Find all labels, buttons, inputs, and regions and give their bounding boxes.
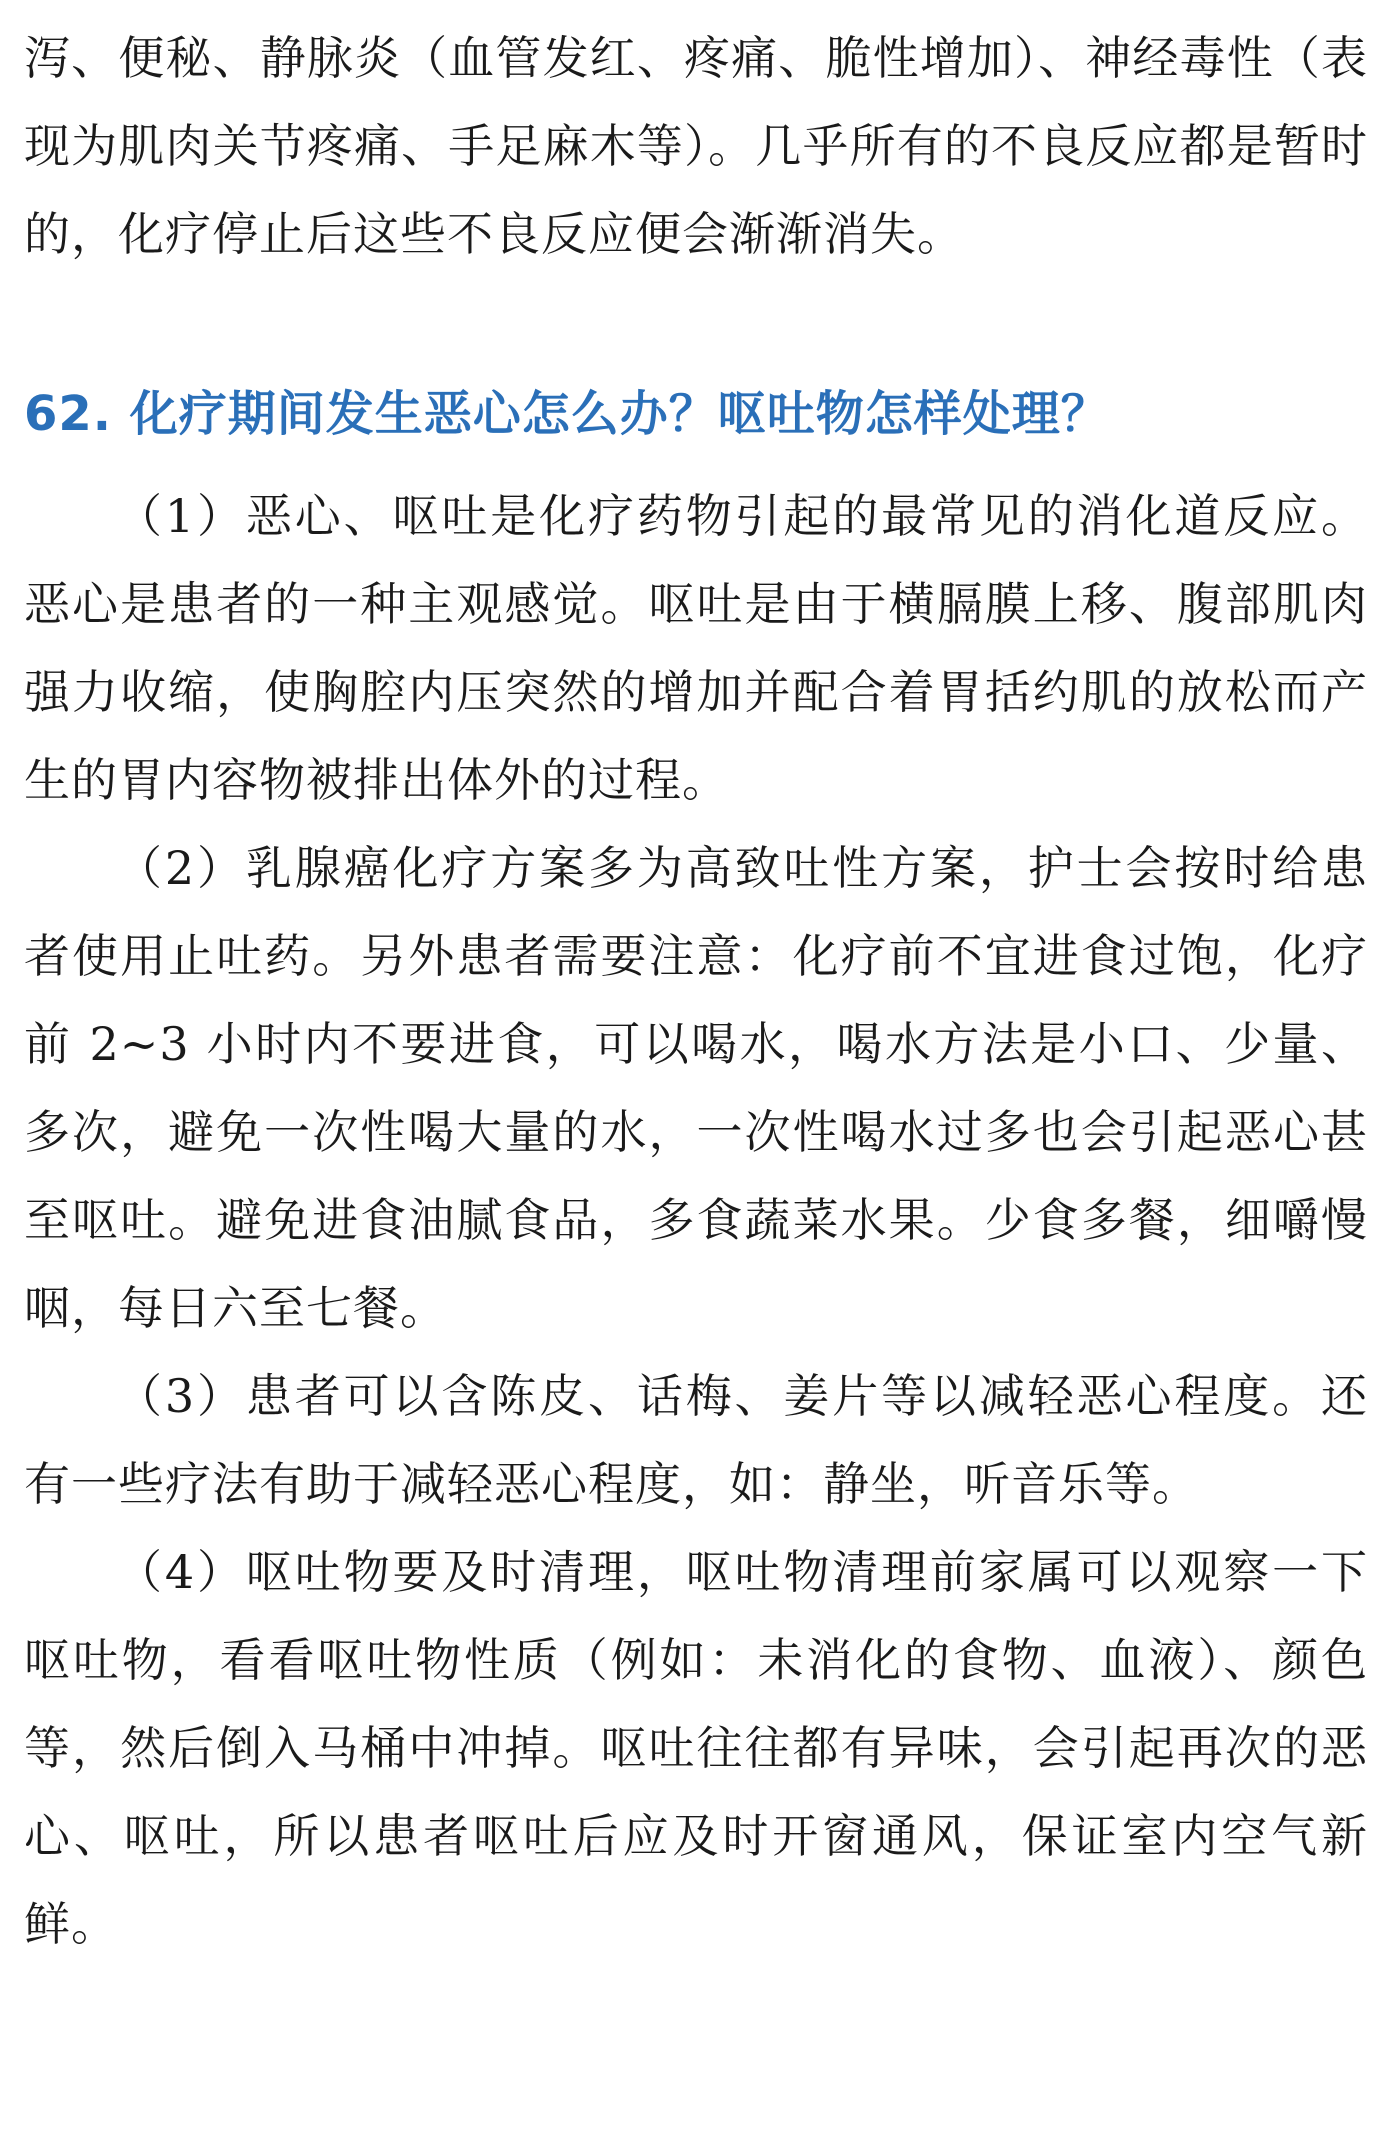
section-heading: 62. 化疗期间发生恶心怎么办？呕吐物怎样处理？: [24, 386, 1110, 442]
section-body: [24, 472, 1368, 1968]
paragraph-3: （3）患者可以含陈皮、话梅、姜片等以减轻恶心程度。还有一些疗法有助于减轻恶心程度，如：静坐，听音乐等。: [24, 1369, 1368, 1511]
intro-block: [24, 14, 1368, 278]
paragraph-1: （1）恶心、呕吐是化疗药物引起的最常见的消化道反应。恶心是患者的一种主观感觉。呕吐是由于横膈膜上移、腹部肌肉强力收缩，使胸腔内压突然的增加并配合着胃括约肌的放松而产生的胃内容物被排出体外的过程。: [24, 489, 1368, 807]
intro-paragraph: 泻、便秘、静脉炎（血管发红、疼痛、脆性增加）、神经毒性（表现为肌肉关节疼痛、手足麻木等）。几乎所有的不良反应都是暂时的，化疗停止后这些不良反应便会渐渐消失。: [24, 31, 1368, 261]
section-heading-block: [24, 370, 1368, 458]
paragraph-4: （4）呕吐物要及时清理，呕吐物清理前家属可以观察一下呕吐物，看看呕吐物性质（例如：未消化的食物、血液）、颜色等，然后倒入马桶中冲掉。呕吐往往都有异味，会引起再次的恶心、呕吐，所以患者呕吐后应及时开窗通风，保证室内空气新鲜。: [24, 1545, 1368, 1951]
paragraph-2: （2）乳腺癌化疗方案多为高致吐性方案，护士会按时给患者使用止吐药。另外患者需要注意：化疗前不宜进食过饱，化疗前 2~3 小时内不要进食，可以喝水，喝水方法是小口、少量、多次，避免一次性喝大量的水，一次性喝水过多也会引起恶心甚至呕吐。避免进食油腻食品，多食蔬菜水果。少食多餐，细嚼慢咽，每日六至七餐。: [24, 841, 1368, 1335]
